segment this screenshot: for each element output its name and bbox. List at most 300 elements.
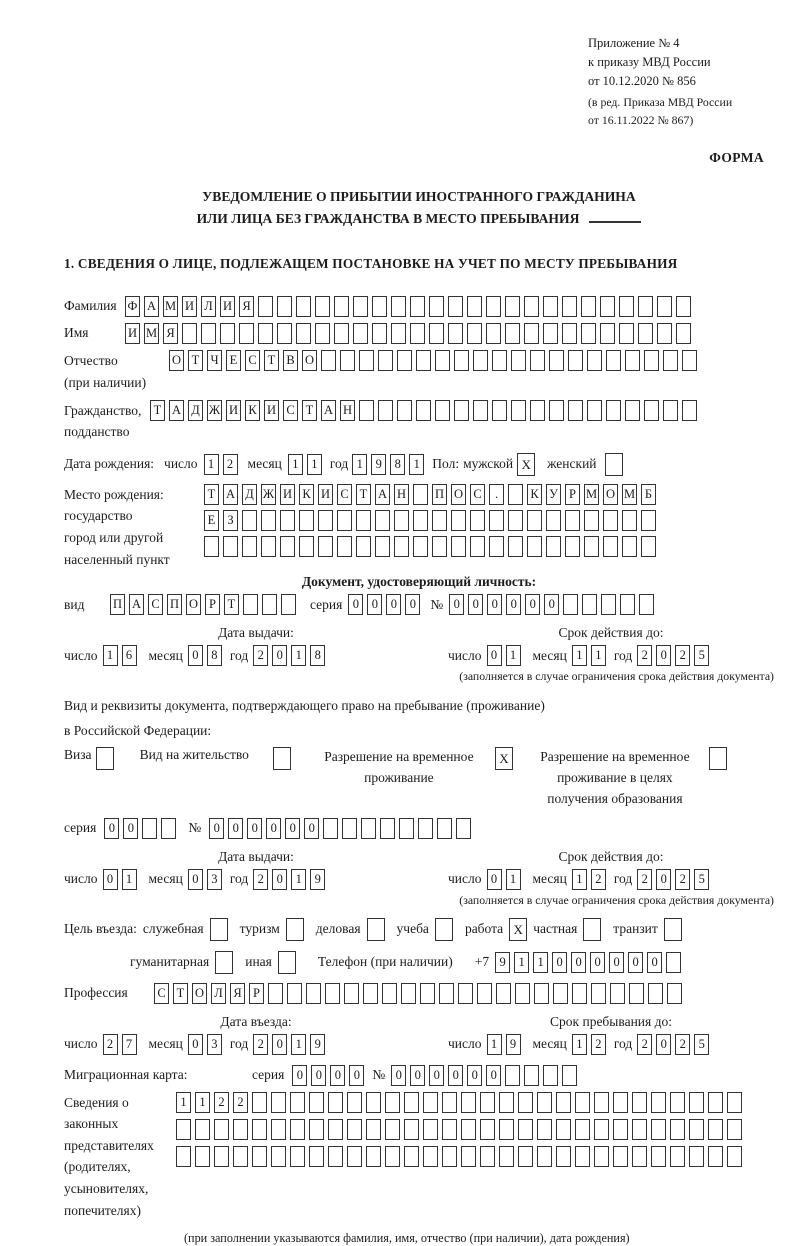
char-cell[interactable]: И: [226, 400, 241, 421]
char-cell[interactable]: [470, 536, 485, 557]
char-cell[interactable]: [556, 1146, 571, 1167]
char-cell[interactable]: [372, 296, 387, 317]
char-cell[interactable]: [530, 400, 545, 421]
char-cell[interactable]: Ж: [261, 484, 276, 505]
char-cell[interactable]: [670, 1119, 685, 1140]
char-cell[interactable]: У: [546, 484, 561, 505]
char-cell[interactable]: 1: [352, 454, 367, 475]
char-cell[interactable]: [489, 536, 504, 557]
char-cell[interactable]: [543, 323, 558, 344]
char-cell[interactable]: [727, 1146, 742, 1167]
char-cell[interactable]: [340, 350, 355, 371]
char-cell[interactable]: [480, 1119, 495, 1140]
char-cell[interactable]: 0: [467, 1065, 482, 1086]
purpose-transit-checkbox[interactable]: [664, 918, 682, 941]
char-cell[interactable]: П: [110, 594, 125, 615]
char-cell[interactable]: [613, 1119, 628, 1140]
char-cell[interactable]: [641, 510, 656, 531]
char-cell[interactable]: 0: [367, 594, 382, 615]
char-cell[interactable]: 8: [390, 454, 405, 475]
char-cell[interactable]: [565, 510, 580, 531]
char-cell[interactable]: [271, 1119, 286, 1140]
char-cell[interactable]: [258, 296, 273, 317]
char-cell[interactable]: [461, 1092, 476, 1113]
char-cell[interactable]: 9: [310, 869, 325, 890]
char-cell[interactable]: [429, 296, 444, 317]
char-cell[interactable]: [201, 323, 216, 344]
purpose-study-checkbox[interactable]: [435, 918, 453, 941]
char-cell[interactable]: [306, 983, 321, 1004]
char-cell[interactable]: [467, 323, 482, 344]
char-cell[interactable]: [401, 983, 416, 1004]
char-cell[interactable]: 0: [405, 594, 420, 615]
char-cell[interactable]: [632, 1146, 647, 1167]
char-cell[interactable]: [606, 350, 621, 371]
char-cell[interactable]: [477, 983, 492, 1004]
char-cell[interactable]: [347, 1146, 362, 1167]
char-cell[interactable]: [625, 400, 640, 421]
char-cell[interactable]: [601, 594, 616, 615]
char-cell[interactable]: 0: [525, 594, 540, 615]
char-cell[interactable]: 9: [371, 454, 386, 475]
purpose-humanitarian-checkbox[interactable]: [215, 951, 233, 974]
char-cell[interactable]: Т: [188, 350, 203, 371]
char-cell[interactable]: [385, 1146, 400, 1167]
char-cell[interactable]: [242, 510, 257, 531]
char-cell[interactable]: [458, 983, 473, 1004]
char-cell[interactable]: 0: [104, 818, 119, 839]
char-cell[interactable]: 0: [656, 869, 671, 890]
char-cell[interactable]: 1: [122, 869, 137, 890]
char-cell[interactable]: [644, 400, 659, 421]
char-cell[interactable]: [239, 323, 254, 344]
char-cell[interactable]: [380, 818, 395, 839]
char-cell[interactable]: [584, 536, 599, 557]
char-cell[interactable]: 2: [637, 645, 652, 666]
char-cell[interactable]: 0: [487, 645, 502, 666]
char-cell[interactable]: А: [169, 400, 184, 421]
char-cell[interactable]: К: [245, 400, 260, 421]
char-cell[interactable]: 0: [429, 1065, 444, 1086]
char-cell[interactable]: [648, 983, 663, 1004]
char-cell[interactable]: [549, 400, 564, 421]
char-cell[interactable]: 0: [506, 594, 521, 615]
char-cell[interactable]: Д: [242, 484, 257, 505]
char-cell[interactable]: 1: [572, 1034, 587, 1055]
char-cell[interactable]: [537, 1146, 552, 1167]
char-cell[interactable]: [603, 510, 618, 531]
char-cell[interactable]: 0: [552, 952, 567, 973]
char-cell[interactable]: 0: [228, 818, 243, 839]
char-cell[interactable]: 3: [207, 869, 222, 890]
char-cell[interactable]: [361, 818, 376, 839]
char-cell[interactable]: [575, 1092, 590, 1113]
purpose-work-checkbox[interactable]: X: [509, 918, 527, 941]
char-cell[interactable]: [625, 350, 640, 371]
char-cell[interactable]: 7: [122, 1034, 137, 1055]
char-cell[interactable]: 1: [291, 1034, 306, 1055]
char-cell[interactable]: [563, 594, 578, 615]
char-cell[interactable]: [689, 1119, 704, 1140]
char-cell[interactable]: 1: [307, 454, 322, 475]
char-cell[interactable]: 0: [188, 1034, 203, 1055]
char-cell[interactable]: [347, 1119, 362, 1140]
char-cell[interactable]: [638, 296, 653, 317]
edu-permit-checkbox[interactable]: [709, 747, 727, 770]
char-cell[interactable]: [214, 1146, 229, 1167]
char-cell[interactable]: [670, 1146, 685, 1167]
char-cell[interactable]: 1: [176, 1092, 191, 1113]
char-cell[interactable]: С: [148, 594, 163, 615]
char-cell[interactable]: [676, 296, 691, 317]
char-cell[interactable]: [622, 510, 637, 531]
char-cell[interactable]: В: [283, 350, 298, 371]
char-cell[interactable]: 2: [223, 454, 238, 475]
purpose-business-checkbox[interactable]: [367, 918, 385, 941]
char-cell[interactable]: 0: [330, 1065, 345, 1086]
char-cell[interactable]: [546, 510, 561, 531]
char-cell[interactable]: [632, 1119, 647, 1140]
char-cell[interactable]: [356, 510, 371, 531]
char-cell[interactable]: 1: [291, 869, 306, 890]
char-cell[interactable]: [375, 536, 390, 557]
char-cell[interactable]: [281, 594, 296, 615]
char-cell[interactable]: [454, 400, 469, 421]
char-cell[interactable]: [315, 323, 330, 344]
char-cell[interactable]: [505, 1065, 520, 1086]
char-cell[interactable]: [572, 983, 587, 1004]
char-cell[interactable]: [261, 536, 276, 557]
char-cell[interactable]: 0: [590, 952, 605, 973]
char-cell[interactable]: 6: [122, 645, 137, 666]
char-cell[interactable]: [600, 296, 615, 317]
char-cell[interactable]: Т: [356, 484, 371, 505]
char-cell[interactable]: [442, 1092, 457, 1113]
char-cell[interactable]: 1: [514, 952, 529, 973]
char-cell[interactable]: [456, 818, 471, 839]
char-cell[interactable]: [344, 983, 359, 1004]
char-cell[interactable]: 0: [349, 1065, 364, 1086]
char-cell[interactable]: [657, 296, 672, 317]
char-cell[interactable]: [290, 1146, 305, 1167]
char-cell[interactable]: [553, 983, 568, 1004]
char-cell[interactable]: [243, 594, 258, 615]
char-cell[interactable]: [385, 1119, 400, 1140]
char-cell[interactable]: [204, 536, 219, 557]
char-cell[interactable]: О: [169, 350, 184, 371]
char-cell[interactable]: [639, 594, 654, 615]
char-cell[interactable]: З: [223, 510, 238, 531]
char-cell[interactable]: [448, 323, 463, 344]
char-cell[interactable]: [404, 1092, 419, 1113]
char-cell[interactable]: [556, 1092, 571, 1113]
char-cell[interactable]: [587, 350, 602, 371]
char-cell[interactable]: [594, 1146, 609, 1167]
char-cell[interactable]: [480, 1092, 495, 1113]
char-cell[interactable]: [682, 350, 697, 371]
char-cell[interactable]: [429, 323, 444, 344]
char-cell[interactable]: [363, 983, 378, 1004]
char-cell[interactable]: [325, 983, 340, 1004]
char-cell[interactable]: [568, 400, 583, 421]
char-cell[interactable]: [290, 1092, 305, 1113]
char-cell[interactable]: 2: [591, 1034, 606, 1055]
char-cell[interactable]: [629, 983, 644, 1004]
char-cell[interactable]: [530, 350, 545, 371]
char-cell[interactable]: [492, 400, 507, 421]
char-cell[interactable]: 1: [591, 645, 606, 666]
char-cell[interactable]: [432, 510, 447, 531]
char-cell[interactable]: [486, 323, 501, 344]
char-cell[interactable]: [518, 1092, 533, 1113]
char-cell[interactable]: 0: [272, 869, 287, 890]
char-cell[interactable]: [613, 1092, 628, 1113]
char-cell[interactable]: 0: [209, 818, 224, 839]
char-cell[interactable]: [176, 1146, 191, 1167]
char-cell[interactable]: [708, 1119, 723, 1140]
char-cell[interactable]: [410, 323, 425, 344]
char-cell[interactable]: [524, 296, 539, 317]
char-cell[interactable]: 8: [310, 645, 325, 666]
char-cell[interactable]: [391, 296, 406, 317]
char-cell[interactable]: 0: [272, 1034, 287, 1055]
char-cell[interactable]: С: [283, 400, 298, 421]
char-cell[interactable]: О: [302, 350, 317, 371]
char-cell[interactable]: [342, 818, 357, 839]
char-cell[interactable]: 0: [348, 594, 363, 615]
char-cell[interactable]: [651, 1092, 666, 1113]
char-cell[interactable]: [543, 296, 558, 317]
char-cell[interactable]: [214, 1119, 229, 1140]
char-cell[interactable]: [413, 536, 428, 557]
char-cell[interactable]: [268, 983, 283, 1004]
char-cell[interactable]: [575, 1146, 590, 1167]
char-cell[interactable]: [667, 983, 682, 1004]
char-cell[interactable]: П: [432, 484, 447, 505]
char-cell[interactable]: [413, 510, 428, 531]
char-cell[interactable]: [524, 323, 539, 344]
char-cell[interactable]: Р: [205, 594, 220, 615]
char-cell[interactable]: [527, 510, 542, 531]
char-cell[interactable]: [356, 536, 371, 557]
char-cell[interactable]: [562, 296, 577, 317]
char-cell[interactable]: [641, 536, 656, 557]
char-cell[interactable]: [410, 296, 425, 317]
char-cell[interactable]: [518, 1146, 533, 1167]
char-cell[interactable]: 0: [486, 1065, 501, 1086]
char-cell[interactable]: [385, 1092, 400, 1113]
char-cell[interactable]: [404, 1146, 419, 1167]
char-cell[interactable]: А: [129, 594, 144, 615]
char-cell[interactable]: [505, 296, 520, 317]
char-cell[interactable]: 0: [609, 952, 624, 973]
char-cell[interactable]: [328, 1146, 343, 1167]
char-cell[interactable]: 2: [637, 1034, 652, 1055]
char-cell[interactable]: [442, 1119, 457, 1140]
temp-permit-checkbox[interactable]: X: [495, 747, 513, 770]
char-cell[interactable]: [651, 1119, 666, 1140]
char-cell[interactable]: 3: [207, 1034, 222, 1055]
char-cell[interactable]: [176, 1119, 191, 1140]
char-cell[interactable]: [461, 1119, 476, 1140]
char-cell[interactable]: [372, 323, 387, 344]
char-cell[interactable]: [486, 296, 501, 317]
char-cell[interactable]: [727, 1119, 742, 1140]
char-cell[interactable]: П: [167, 594, 182, 615]
char-cell[interactable]: [242, 536, 257, 557]
char-cell[interactable]: [223, 536, 238, 557]
char-cell[interactable]: Ф: [125, 296, 140, 317]
char-cell[interactable]: [277, 296, 292, 317]
char-cell[interactable]: 1: [195, 1092, 210, 1113]
char-cell[interactable]: [233, 1146, 248, 1167]
char-cell[interactable]: Я: [239, 296, 254, 317]
char-cell[interactable]: 0: [311, 1065, 326, 1086]
char-cell[interactable]: 0: [304, 818, 319, 839]
char-cell[interactable]: Р: [249, 983, 264, 1004]
char-cell[interactable]: [323, 818, 338, 839]
char-cell[interactable]: [619, 296, 634, 317]
char-cell[interactable]: [451, 510, 466, 531]
char-cell[interactable]: Я: [163, 323, 178, 344]
char-cell[interactable]: 1: [572, 645, 587, 666]
char-cell[interactable]: [508, 510, 523, 531]
char-cell[interactable]: Т: [150, 400, 165, 421]
char-cell[interactable]: [366, 1119, 381, 1140]
char-cell[interactable]: 5: [694, 645, 709, 666]
char-cell[interactable]: [676, 323, 691, 344]
char-cell[interactable]: [375, 510, 390, 531]
char-cell[interactable]: [277, 323, 292, 344]
char-cell[interactable]: 0: [292, 1065, 307, 1086]
char-cell[interactable]: [470, 510, 485, 531]
char-cell[interactable]: 0: [266, 818, 281, 839]
char-cell[interactable]: [378, 400, 393, 421]
char-cell[interactable]: [562, 1065, 577, 1086]
char-cell[interactable]: [594, 1119, 609, 1140]
char-cell[interactable]: [423, 1119, 438, 1140]
char-cell[interactable]: С: [245, 350, 260, 371]
char-cell[interactable]: [318, 510, 333, 531]
char-cell[interactable]: [534, 983, 549, 1004]
char-cell[interactable]: [518, 1119, 533, 1140]
char-cell[interactable]: [499, 1146, 514, 1167]
char-cell[interactable]: [280, 536, 295, 557]
char-cell[interactable]: 0: [410, 1065, 425, 1086]
purpose-private-checkbox[interactable]: [583, 918, 601, 941]
char-cell[interactable]: И: [264, 400, 279, 421]
char-cell[interactable]: [454, 350, 469, 371]
char-cell[interactable]: [587, 400, 602, 421]
char-cell[interactable]: [524, 1065, 539, 1086]
char-cell[interactable]: [638, 323, 653, 344]
char-cell[interactable]: [423, 1092, 438, 1113]
char-cell[interactable]: И: [182, 296, 197, 317]
purpose-tourism-checkbox[interactable]: [286, 918, 304, 941]
char-cell[interactable]: [619, 323, 634, 344]
char-cell[interactable]: [334, 323, 349, 344]
char-cell[interactable]: Я: [230, 983, 245, 1004]
char-cell[interactable]: [581, 323, 596, 344]
char-cell[interactable]: 1: [487, 1034, 502, 1055]
char-cell[interactable]: 2: [591, 869, 606, 890]
char-cell[interactable]: 0: [468, 594, 483, 615]
visa-checkbox[interactable]: [96, 747, 114, 770]
char-cell[interactable]: 0: [448, 1065, 463, 1086]
char-cell[interactable]: [391, 323, 406, 344]
char-cell[interactable]: [670, 1092, 685, 1113]
char-cell[interactable]: [663, 350, 678, 371]
char-cell[interactable]: [527, 536, 542, 557]
residence-permit-checkbox[interactable]: [273, 747, 291, 770]
char-cell[interactable]: Т: [302, 400, 317, 421]
char-cell[interactable]: С: [470, 484, 485, 505]
char-cell[interactable]: [666, 952, 681, 973]
char-cell[interactable]: [413, 484, 428, 505]
char-cell[interactable]: [565, 536, 580, 557]
char-cell[interactable]: [261, 510, 276, 531]
char-cell[interactable]: И: [280, 484, 295, 505]
char-cell[interactable]: [657, 323, 672, 344]
char-cell[interactable]: Н: [394, 484, 409, 505]
char-cell[interactable]: 1: [533, 952, 548, 973]
char-cell[interactable]: [258, 323, 273, 344]
char-cell[interactable]: 0: [487, 869, 502, 890]
char-cell[interactable]: 2: [103, 1034, 118, 1055]
char-cell[interactable]: [610, 983, 625, 1004]
char-cell[interactable]: [182, 323, 197, 344]
char-cell[interactable]: [309, 1146, 324, 1167]
char-cell[interactable]: [622, 536, 637, 557]
char-cell[interactable]: [299, 510, 314, 531]
char-cell[interactable]: [689, 1092, 704, 1113]
char-cell[interactable]: М: [144, 323, 159, 344]
char-cell[interactable]: [461, 1146, 476, 1167]
char-cell[interactable]: [499, 1119, 514, 1140]
char-cell[interactable]: Н: [340, 400, 355, 421]
char-cell[interactable]: [280, 510, 295, 531]
char-cell[interactable]: [499, 1092, 514, 1113]
char-cell[interactable]: [296, 296, 311, 317]
char-cell[interactable]: 2: [253, 869, 268, 890]
char-cell[interactable]: [142, 818, 157, 839]
char-cell[interactable]: Б: [641, 484, 656, 505]
char-cell[interactable]: 0: [487, 594, 502, 615]
char-cell[interactable]: [644, 350, 659, 371]
char-cell[interactable]: 2: [675, 869, 690, 890]
char-cell[interactable]: [397, 400, 412, 421]
char-cell[interactable]: 0: [123, 818, 138, 839]
char-cell[interactable]: [549, 350, 564, 371]
char-cell[interactable]: [318, 536, 333, 557]
char-cell[interactable]: 0: [391, 1065, 406, 1086]
char-cell[interactable]: [606, 400, 621, 421]
char-cell[interactable]: Е: [204, 510, 219, 531]
char-cell[interactable]: А: [321, 400, 336, 421]
char-cell[interactable]: О: [192, 983, 207, 1004]
char-cell[interactable]: [359, 350, 374, 371]
char-cell[interactable]: 1: [204, 454, 219, 475]
char-cell[interactable]: [584, 510, 599, 531]
char-cell[interactable]: 0: [647, 952, 662, 973]
char-cell[interactable]: А: [375, 484, 390, 505]
char-cell[interactable]: С: [154, 983, 169, 1004]
char-cell[interactable]: [195, 1119, 210, 1140]
char-cell[interactable]: [600, 323, 615, 344]
char-cell[interactable]: Ч: [207, 350, 222, 371]
char-cell[interactable]: [537, 1092, 552, 1113]
char-cell[interactable]: [473, 400, 488, 421]
